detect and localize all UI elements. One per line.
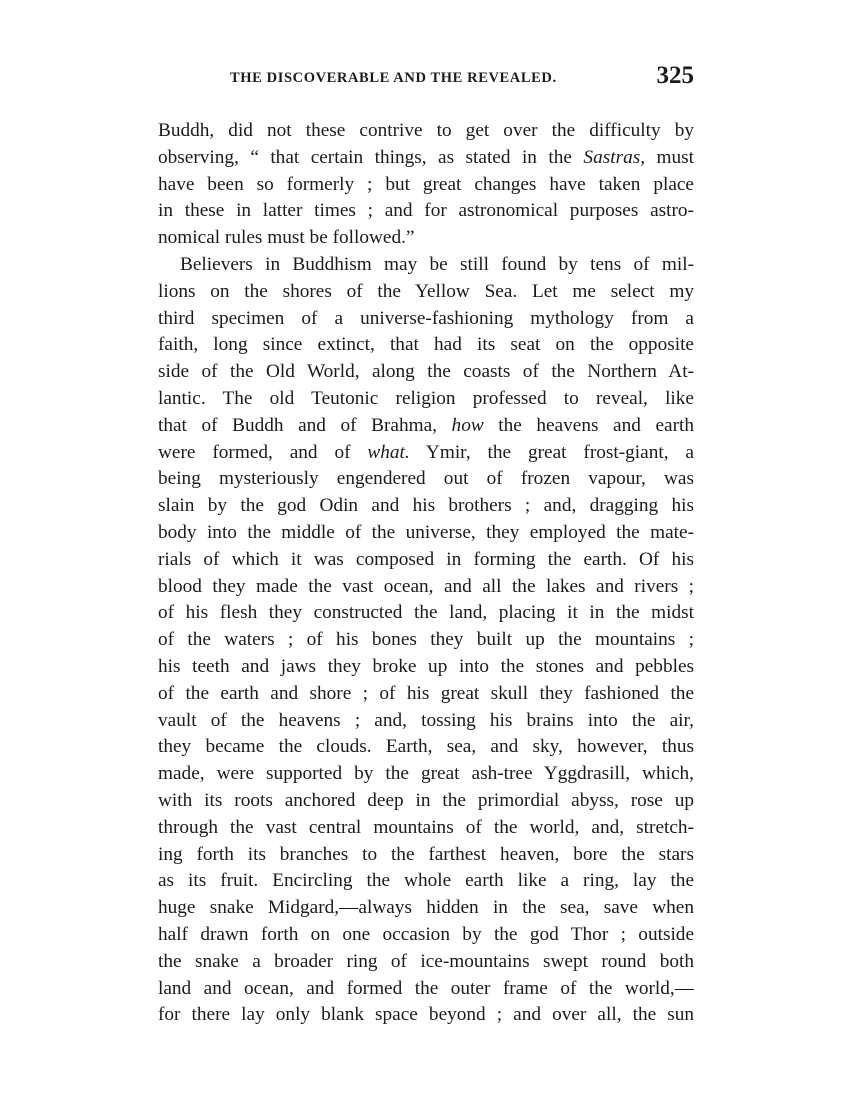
text-line: blood they made the vast ocean, and all the lakes and rivers ; (158, 575, 694, 597)
text-line: the snake a broader ring of ice-mountains swept round both (158, 950, 694, 972)
text-line: slain by the god Odin and his brothers ; and, dragging his (158, 495, 694, 517)
text-line: land and ocean, and formed the outer frame of the world,— (158, 977, 694, 999)
text-line: Believers in Buddhism may be still found by tens of mil- (180, 253, 694, 275)
text-line: being mysteriously engendered out of frozen vapour, was (158, 468, 694, 490)
text-line: nomical rules must be followed.” (158, 227, 415, 249)
text-line: body into the middle of the universe, they employed the mate- (158, 521, 694, 543)
text-line: ing forth its branches to the farthest heaven, bore the stars (158, 843, 694, 865)
text-segment: must (645, 146, 694, 168)
italic-term: what. (367, 441, 410, 463)
running-title: THE DISCOVERABLE AND THE REVEALED. (230, 70, 557, 86)
text-line: they became the clouds. Earth, sea, and sky, however, thus (158, 736, 694, 758)
text-line: his teeth and jaws they broke up into the stones and pebbles (158, 655, 694, 677)
text-line: rials of which it was composed in forming the earth. Of his (158, 548, 694, 570)
text-line: for there lay only blank space beyond ; and over all, the sun (158, 1004, 694, 1026)
italic-term: Sastras, (583, 146, 646, 168)
text-line: of the waters ; of his bones they built up the mountains ; (158, 629, 694, 651)
text-line: vault of the heavens ; and, tossing his brains into the air, (158, 709, 694, 731)
text-segment: Ymir, the great frost-giant, a (409, 441, 694, 463)
text-line: made, were supported by the great ash-tree Yggdrasill, which, (158, 763, 694, 785)
text-line: faith, long since extinct, that had its seat on the opposite (158, 334, 694, 356)
text-line: as its fruit. Encircling the whole earth like a ring, lay the (158, 870, 694, 892)
text-line: of his flesh they constructed the land, placing it in the midst (158, 602, 694, 624)
text-segment: that of Buddh and of Brahma, (158, 414, 452, 436)
text-line: third specimen of a universe-fashioning mythology from a (158, 307, 694, 329)
text-segment: the heavens and earth (483, 414, 694, 436)
body-text (158, 118, 694, 1029)
text-line: lantic. The old Teutonic religion professed to reveal, like (158, 387, 694, 409)
text-line (158, 440, 694, 467)
text-line (158, 145, 694, 172)
text-line: of the earth and shore ; of his great skull they fashioned the (158, 682, 694, 704)
italic-term: how (451, 414, 484, 436)
text-line: half drawn forth on one occasion by the god Thor ; outside (158, 923, 694, 945)
text-line: Buddh, did not these contrive to get over the difficulty by (158, 120, 694, 141)
text-line: through the vast central mountains of the world, and, stretch- (158, 816, 694, 838)
text-line: lions on the shores of the Yellow Sea. Let me select my (158, 280, 694, 302)
text-line (158, 413, 694, 440)
text-line: huge snake Midgard,—always hidden in the sea, save when (158, 897, 694, 919)
running-head (158, 62, 694, 92)
text-line: with its roots anchored deep in the primordial abyss, rose up (158, 789, 694, 811)
text-line: side of the Old World, along the coasts of the Northern At- (158, 361, 694, 383)
text-line: in these in latter times ; and for astronomical purposes astro- (158, 200, 694, 222)
page-number: 325 (656, 62, 694, 89)
text-segment: were formed, and of (158, 441, 368, 463)
text-segment: observing, “ that certain things, as stated in the (158, 146, 584, 168)
text-line: have been so formerly ; but great changes have taken place (158, 173, 694, 195)
